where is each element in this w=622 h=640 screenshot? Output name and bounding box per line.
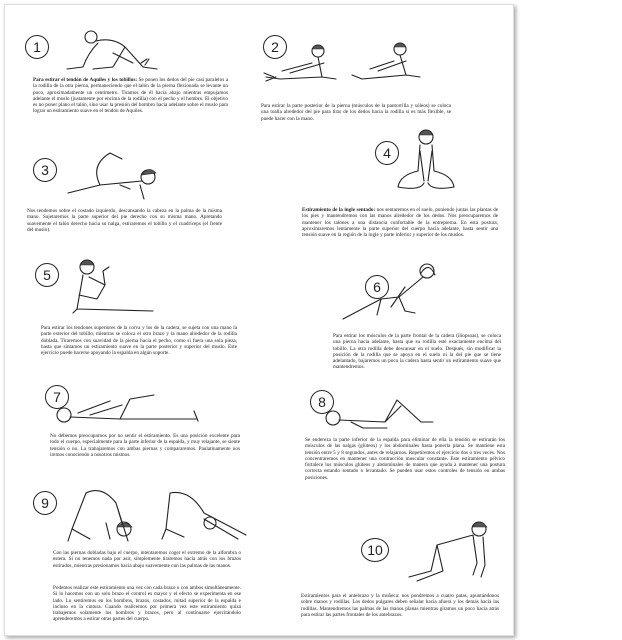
exercise-caption-5 [41,325,237,356]
exercise-caption-text-3: Nos tendemos sobre el costado izquierdo, descansando la cabeza en la palma de la misma mano. Sujetaremos la parte superior del pie derecho con su misma mano. Apretando suavemente el talón derecho hacia su nalga, estiraremos el tobillo y el cuadriceps (el frente del muslo). [27,208,222,233]
exercise-caption-title-4: Estiramiento de la ingle sentado: [302,207,376,213]
exercise-caption-text-4: nos sentaremos en el suelo, poniendo juntas las plantas de los pies y mantendremos con las manos alrededor de los dedos. Nos preocuparemos de mantener los talones a una distancia confortable de la entrepierna. En esta postura, aproximaremos lentamente la parte superior del cuerpo hacia adelante, hasta sentir una tensión suave en la región de la ingle y parte inferior y superior de los muslos. [302,207,498,239]
exercise-number-4: 4 [375,141,399,165]
exercise-number-7: 7 [45,385,69,409]
exercise-number-10: 10 [361,538,389,562]
exercise-number-9: 9 [33,491,57,515]
exercise-caption-9b [53,585,241,623]
figure-7-illustration [50,389,205,429]
exercise-caption-text-2: Para estirar la parte posterior de la pierna (músculos de la pantorrilla y sóleos) se coloca una toalla alrededor del pie para tirar de los dedos hacia la rodilla si es más flexible, se puede hacer con la mano. [261,103,451,122]
exercise-number-5: 5 [35,263,59,287]
exercise-caption-1 [33,77,228,115]
exercise-caption-8 [305,437,505,481]
exercise-number-2: 2 [263,35,287,59]
exercise-caption-text-9b: Podemos realizar este estiramiento una vez con cada brazo o con ambos simultáneamente. Si lo hacemos con un solo brazo el control es mayor y el efecto se experimenta en ese lado. Lo sentiremos en los hombros, brazos, costados, mitad superior de la espalda e incluso en la cintura. Cuando realicemos por primera vez este estiramiento quizá trabajemos solamente los hombros y brazos, pero al continuarse ejercitándolo aprenderemos a estirar otras partes del cuerpo. [53,585,241,623]
figure-10-illustration [397,515,497,595]
exercise-caption-text-7: No debemos preocuparnos por no sentir el estiramiento. Es una posición excelente para todo el cuerpo, especialmente para la parte inferior de la espalda, y muy relajante, se siente tensión o no. La trabajaremos con ambas piernas y compararemos. Paulatinamente nos iremos conociendo a nosotros mismos. [50,433,240,458]
exercise-caption-7 [50,433,240,458]
exercise-caption-text-6: Para estirar los músculos de la parte frontal de la cadera (iliopsoas), se coloca una pierna hacia adelante, hasta que su rodilla esté exactamente encima del tobillo. La otra rodilla debe descansar en el suelo. Después, sin modificar la posición de la rodilla que se apoya en el suelo ni la del pie que se tiene adelantado, bajaremos un poco la cadera hasta sentir un estiramiento suave que mantendremos. [333,333,501,371]
exercise-number-1: 1 [25,35,49,59]
figure-6-illustration [335,257,455,327]
exercise-caption-6 [333,333,501,371]
figure-1-illustration [53,23,168,75]
figure-2-illustration [260,39,430,91]
figure-8-illustration [323,388,443,433]
figure-4-illustration [390,125,460,201]
document-page [4,4,514,636]
exercise-caption-9 [53,550,241,569]
exercise-number-6: 6 [365,275,389,299]
exercise-number-3: 3 [33,158,57,182]
exercise-caption-text-5: Para estirar los tendones superiores de la corva y los de la cadera, se sujeta con una mano la parte exterior del tobillo, mientras se coloca el otro brazo y la mano alrededor de la rodilla doblada. Tiraremos con suavidad de la pierna hacia el pecho, como si fuera una sola pieza, hasta que sintamos un estiramiento suave en la parte posterior y superior del muslo. Este ejercicio puede hacerse apoyando la espalda en algún soporte. [41,325,237,357]
exercise-caption-10 [301,593,499,618]
exercise-caption-title-1: Para estirar el tendón de Aquiles y los tobillos: [33,77,138,83]
figure-5-illustration [61,255,161,317]
exercise-caption-text-10: Estiramientos para el antebrazo y la muñeca: nos pondremos a cuatro patas, apuntándonos sobre manos y rodillas. Los dedos pulgares deben señalar hacia afuera y los demás hacia las rodillas. Mantendremos las palmas de las manos planas mientras giramos un poco hacia atrás para estirar las partes frontales de los antebrazos. [301,593,499,618]
figure-3-illustration [60,145,170,205]
exercise-caption-text-9: Con las piernas dobladas bajo el cuerpo, intentaremos coger el extremo de la alfombra o estera. Si no tenemos nada por asir, simplemente tiraremos hacia atrás con los brazos estirados, mientras presionamos hacia abajo suavemente con las palmas de las manos. [53,550,241,569]
exercise-caption-4 [302,207,498,238]
exercise-caption-text-1: Se ponen los dedos del pie casi paralelos a la rodilla de la otra pierna, permaneciendo que el talón de la pierna flexionada se levante un poco, aproximadamente un centímetro. Tiramos de él hacia abajo mientras empujamos adelante el muslo (justamente por encima de la rodilla) con el pecho y el hombro. El objetivo es no poner plano el talón, sino usar la presión del hombro hacia adelante sobre el muslo para lograr un estiramiento suave en el tendón de Aquiles. [33,77,228,115]
exercise-number-8: 8 [310,390,334,414]
exercise-caption-3 [27,208,222,233]
figure-9-illustration [50,483,250,545]
exercise-caption-text-8: Se endereza la parte inferior de la espalda para eliminar de ella la tensión se estirarán los músculos de las nalgas (glúteos) y los abdominales hasta ponerla plana. Se mantiene esta tensión entre 5 y 8 segundos, antes de relajarnos. Repetiremos el ejercicio dos o tres veces. Nos concentraremos en mantener una contracción muscular constante. Este estiramiento pélvico fortalece los músculos glúteos y abdominales de manera que ayuda a mantener una postura correcta estando sentado o levantado. Se pueden usar estos controles de tensión en ambas posiciones. [305,437,505,481]
exercise-caption-2 [261,103,451,122]
